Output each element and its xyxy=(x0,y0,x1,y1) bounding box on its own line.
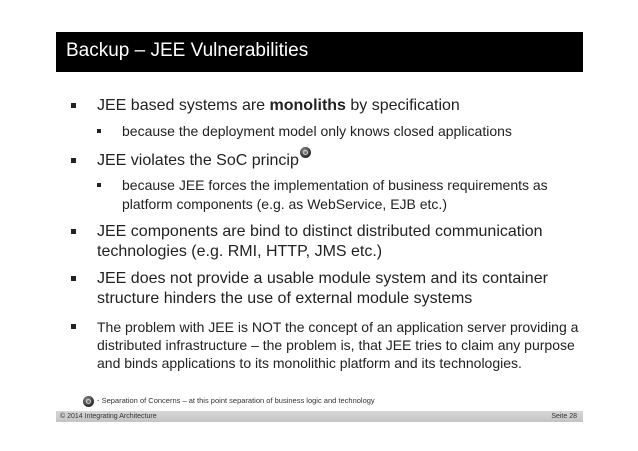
circle-marker-icon xyxy=(300,147,311,158)
footer-page-number: Seite 28 xyxy=(551,413,577,420)
bullet-monoliths xyxy=(70,96,580,116)
footnote xyxy=(82,395,375,407)
slide-title: Backup – JEE Vulnerabilities xyxy=(66,40,309,61)
bullet-monoliths-bold: monoliths xyxy=(269,97,346,114)
bullet-list xyxy=(70,96,580,372)
footer-copyright: © 2014 Integrating Architecture xyxy=(60,413,157,420)
bullet-monoliths-post: by specification xyxy=(345,97,460,114)
bullet-soc xyxy=(70,151,580,171)
bullet-components: JEE components are bind to distinct distributed communication technologies (e.g. RMI, HTTP, JMS etc.) xyxy=(70,222,580,261)
footnote-text: - Separation of Concerns – at this point separation of business logic and technology xyxy=(97,396,375,405)
slide-title-bar xyxy=(56,32,583,72)
bullet-problem: The problem with JEE is NOT the concept of an application server providing a distributed infrastructure – the problem is, that JEE tries to claim any purpose and binds applications to its monolithic platform and its technologies. xyxy=(70,318,580,372)
bullet-monoliths-pre: JEE based systems are xyxy=(97,97,270,114)
sub-bullet-deployment: because the deployment model only knows closed applications xyxy=(97,122,580,141)
bullet-module-system: JEE does not provide a usable module system and its container structure hinders the use of external module systems xyxy=(70,269,580,308)
footer-bar xyxy=(56,411,583,422)
sub-bullet-platform-components: because JEE forces the implementation of business requirements as platform components (e.g. as WebService, EJB etc.) xyxy=(97,176,580,214)
circle-marker-icon xyxy=(83,396,94,407)
bullet-soc-text: JEE violates the SoC princip xyxy=(97,151,299,169)
